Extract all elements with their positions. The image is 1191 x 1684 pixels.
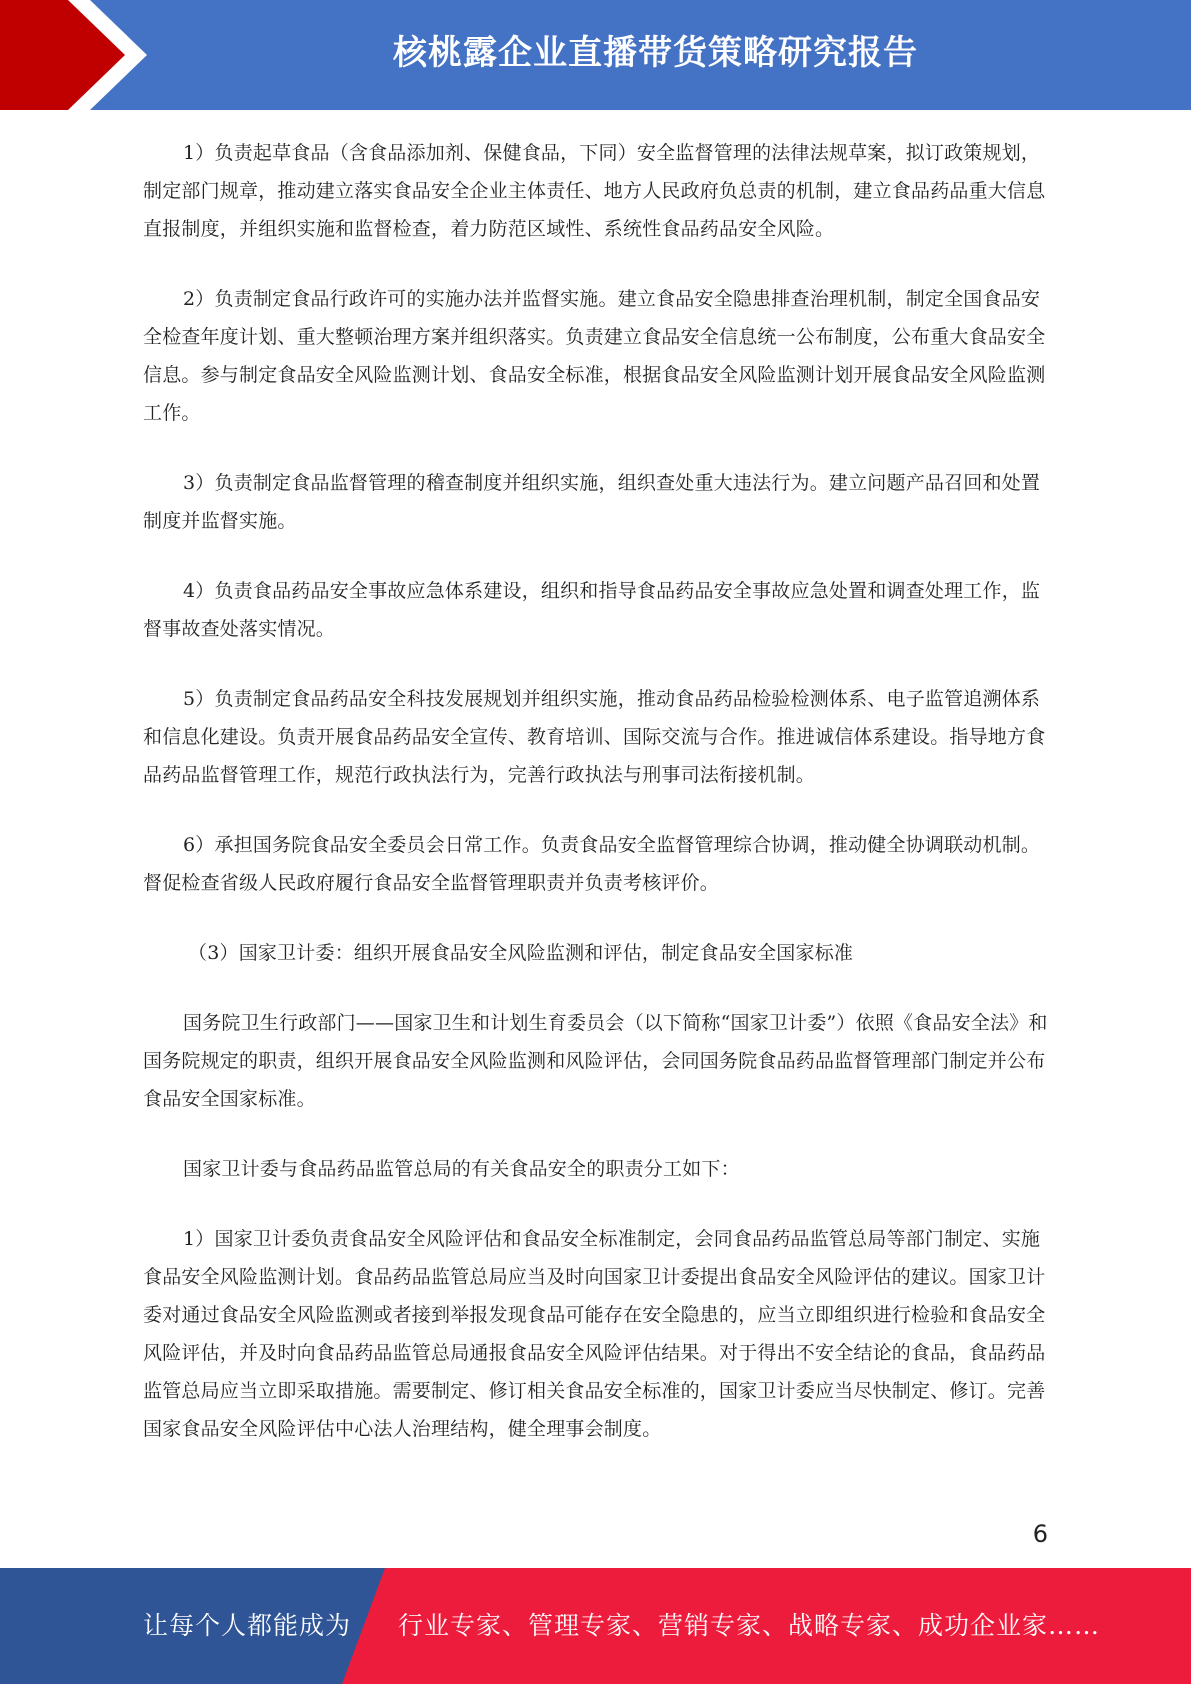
paragraph-division-1: 1）国家卫计委负责食品安全风险评估和食品安全标准制定，会同食品药品监管总局等部门制定、实施食品安全风险监测计划。食品药品监管总局应当及时向国家卫计委提出食品安全风险评估的建议。国家卫计委对通过食品安全风险监测或者接到举报发现食品可能存在安全隐患的，应当立即组织进行检验和食品安全风险评估，并及时向食品药品监管总局通报食品安全风险评估结果。对于得出不安全结论的食品，食品药品监管总局应当立即采取措施。需要制定、修订相关食品安全标准的，国家卫计委应当尽快制定、修订。完善国家食品安全风险评估中心法人治理结构，健全理事会制度。	[143, 1228, 1046, 1440]
document-body	[143, 134, 1048, 1480]
paragraph-duty-3: 3）负责制定食品监督管理的稽查制度并组织实施，组织查处重大违法行为。建立问题产品召回和处置制度并监督实施。	[143, 472, 1041, 532]
paragraph-duty-1: 1）负责起草食品（含食品添加剂、保健食品，下同）安全监督管理的法律法规草案，拟订政策规划，制定部门规章，推动建立落实食品安全企业主体责任、地方人民政府负总责的机制，建立食品药品重大信息直报制度，并组织实施和监督检查，着力防范区域性、系统性食品药品安全风险。	[143, 142, 1046, 240]
footer-slogan-right: 行业专家、管理专家、营销专家、战略专家、成功企业家……	[398, 1611, 1101, 1640]
paragraph-duty-4: 4）负责食品药品安全事故应急体系建设，组织和指导食品药品安全事故应急处置和调查处理工作，监督事故查处落实情况。	[143, 580, 1041, 640]
report-title: 核桃露企业直播带货策略研究报告	[393, 33, 918, 73]
paragraph-duty-2: 2）负责制定食品行政许可的实施办法并监督实施。建立食品安全隐患排查治理机制，制定全国食品安全检查年度计划、重大整顿治理方案并组织落实。负责建立食品安全信息统一公布制度，公布重大食品安全信息。参与制定食品安全风险监测计划、食品安全标准，根据食品安全风险监测计划开展食品安全风险监测工作。	[143, 288, 1046, 424]
footer-slogan-left: 让每个人都能成为	[143, 1611, 352, 1640]
paragraph-division: 国家卫计委与食品药品监管总局的有关食品安全的职责分工如下：	[183, 1158, 740, 1180]
section-heading: （3）国家卫计委：组织开展食品安全风险监测和评估，制定食品安全国家标准	[188, 942, 854, 964]
paragraph-duty-5: 5）负责制定食品药品安全科技发展规划并组织实施，推动食品药品检验检测体系、电子监管追溯体系和信息化建设。负责开展食品药品安全宣传、教育培训、国际交流与合作。推进诚信体系建设。指导地方食品药品监督管理工作，规范行政执法行为，完善行政执法与刑事司法衔接机制。	[143, 688, 1046, 786]
paragraph-intro: 国务院卫生行政部门——国家卫生和计划生育委员会（以下简称“国家卫计委”）依照《食品安全法》和国务院规定的职责，组织开展食品安全风险监测和风险评估，会同国务院食品药品监督管理部门制定并公布食品安全国家标准。	[143, 1012, 1048, 1110]
paragraph-duty-6: 6）承担国务院食品安全委员会日常工作。负责食品安全监督管理综合协调，推动健全协调联动机制。督促检查省级人民政府履行食品安全监督管理职责并负责考核评价。	[143, 834, 1041, 894]
page-header	[0, 0, 1191, 110]
page-footer	[0, 1568, 1191, 1684]
page-number: 6	[1032, 1520, 1048, 1548]
